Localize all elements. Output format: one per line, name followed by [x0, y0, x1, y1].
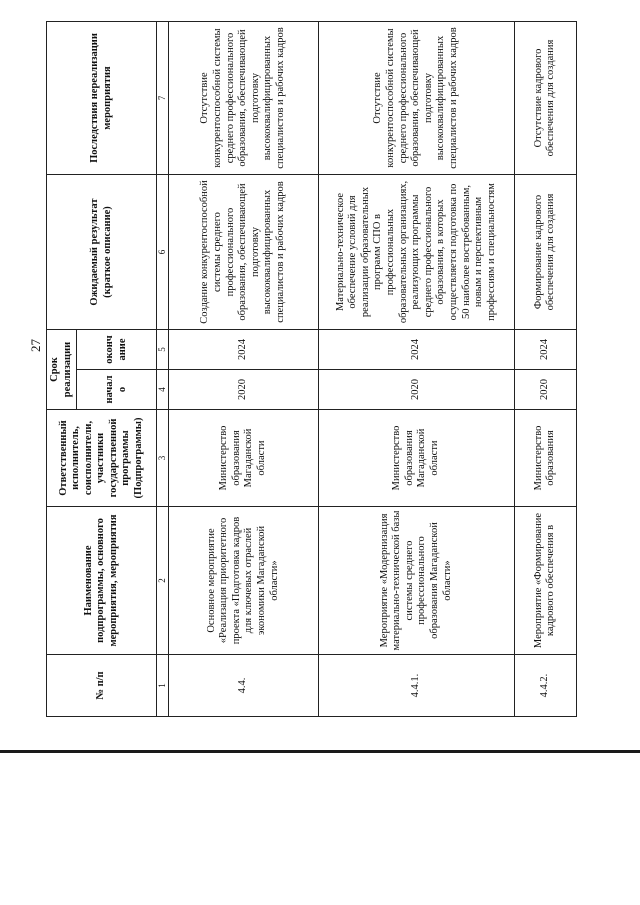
row-num: 4.4.1.: [318, 655, 514, 717]
program-table: [46, 21, 577, 717]
row-consequences: Отсутствие конкурентоспособной системы среднего профессионального образования, обеспечивающей подготовку высококвалифицированных специалистов и рабочих кадров: [318, 22, 514, 175]
row-num: 4.4.: [168, 655, 318, 717]
row-executor: Министерство образования: [514, 410, 576, 507]
column-number-row: [157, 22, 169, 717]
column-number: 4: [157, 370, 169, 410]
column-number: 5: [157, 330, 169, 370]
column-number: 6: [157, 175, 169, 330]
rotated-table-container: [46, 22, 576, 717]
row-consequences: Отсутствие кадрового обеспечения для создания: [514, 22, 576, 175]
column-number: 1: [157, 655, 169, 717]
row-num: 4.4.2.: [514, 655, 576, 717]
row-result: Материально-техническое обеспечение условий для реализации образовательных программ СПО в профессиональных образовательных организациях, реализующих программы среднего профессионального образования, в которых осуществляется подготовка по 50 наиболее востребованным, новым и перспективным профессиям и специальностям: [318, 175, 514, 330]
header-end: окончание: [77, 330, 157, 370]
table-row: [318, 22, 514, 717]
column-number: 7: [157, 22, 169, 175]
header-name: Наименование подпрограммы, основного мероприятия, мероприятия: [47, 507, 157, 655]
table-row: [514, 22, 576, 717]
header-result: Ожидаемый результат (краткое описание): [47, 175, 157, 330]
row-executor: Министерство образования Магаданской области: [168, 410, 318, 507]
row-end: 2024: [168, 330, 318, 370]
row-end: 2024: [318, 330, 514, 370]
row-start: 2020: [168, 370, 318, 410]
header-row: [47, 22, 77, 717]
row-executor: Министерство образования Магаданской области: [318, 410, 514, 507]
row-name: Мероприятие «Формирование кадрового обеспечения в: [514, 507, 576, 655]
row-result: Создание конкурентоспособной системы среднего профессионального образования, обеспечивающей подготовку высококвалифицированных специалистов и рабочих кадров: [168, 175, 318, 330]
table-row: [168, 22, 318, 717]
page-edge-divider: [0, 750, 640, 753]
header-term: Срок реализации: [47, 330, 77, 410]
row-start: 2020: [318, 370, 514, 410]
header-num: № п/п: [47, 655, 157, 717]
header-start: начало: [77, 370, 157, 410]
row-result: Формирование кадрового обеспечения для создания: [514, 175, 576, 330]
row-end: 2024: [514, 330, 576, 370]
column-number: 3: [157, 410, 169, 507]
row-consequences: Отсутствие конкурентоспособной системы среднего профессионального образования, обеспечивающей подготовку высококвалифицированных специалистов и рабочих кадров: [168, 22, 318, 175]
row-name: Мероприятие «Модернизация материально-технической базы системы среднего профессионального образования Магаданской области»: [318, 507, 514, 655]
page-number: 27: [28, 339, 43, 352]
row-start: 2020: [514, 370, 576, 410]
column-number: 2: [157, 507, 169, 655]
row-name: Основное мероприятие «Реализация приоритетного проекта «Подготовка кадров для ключевых отраслей экономики Магаданской области»: [168, 507, 318, 655]
header-executor: Ответственный исполнитель, соисполнители, участники государственной программы (Подпрограммы): [47, 410, 157, 507]
header-consequences: Последствия нереализации мероприятия: [47, 22, 157, 175]
